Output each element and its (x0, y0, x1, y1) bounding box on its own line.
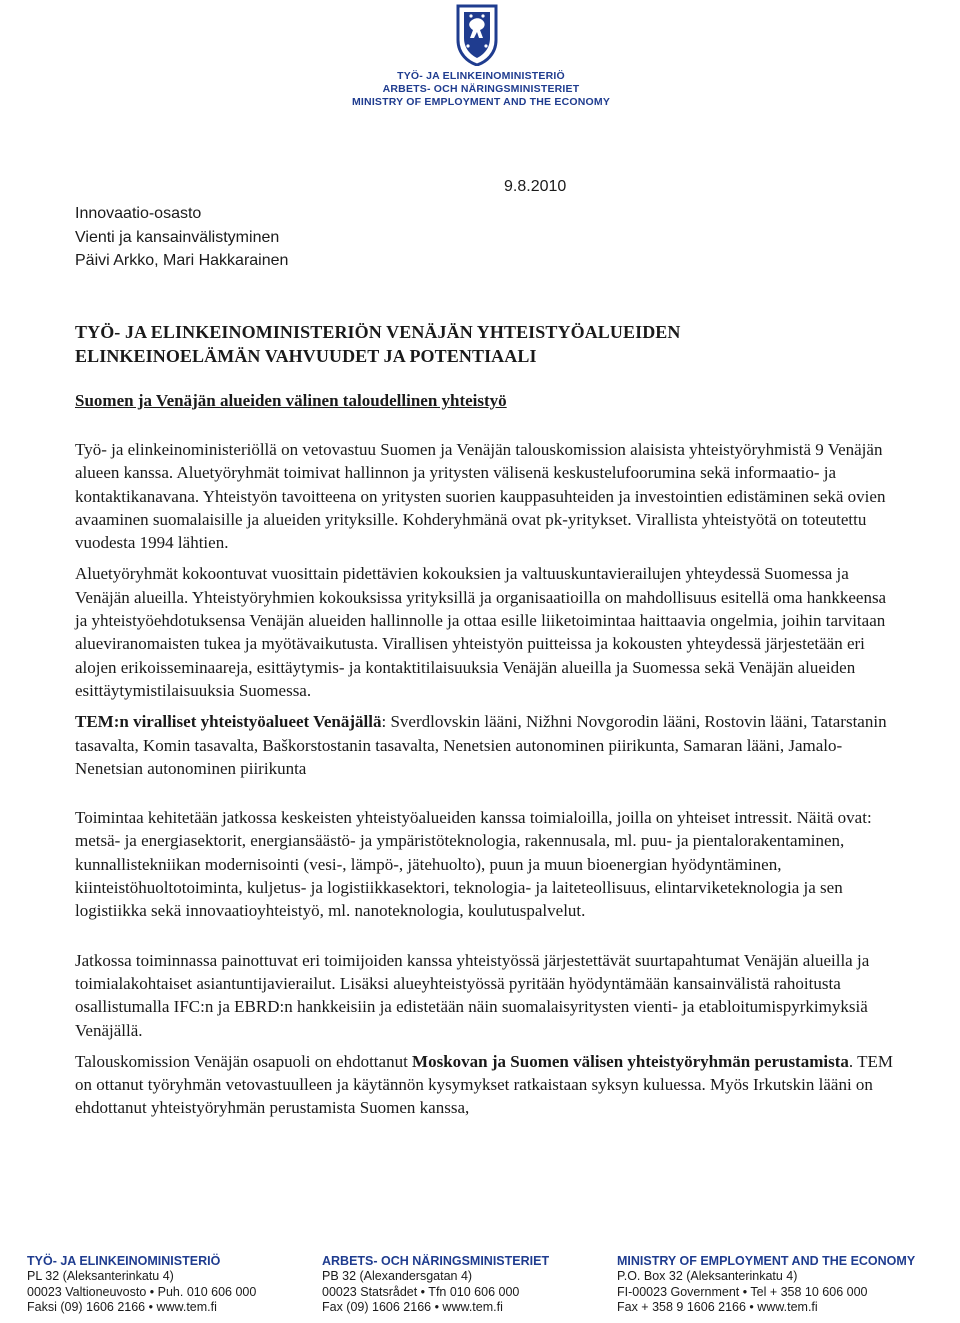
footer-phone-fi: 00023 Valtioneuvosto • Puh. 010 606 000 (27, 1284, 257, 1299)
paragraph-future: Jatkossa toiminnassa painottuvat eri toimijoiden kanssa yhteistyössä järjestettävät suurtapahtumat Venäjän alueilla ja toimialakohtaiset asiantuntijavierailut. Lisäksi alueyhteistyössä pyritään hyödyntämään kansainvälistä rahoitusta osallistumalla IFC:n ja EBRD:n hankkeisiin ja edistetään näin suomalaisyritysten vienti- ja etabloitumispyrkimyksiä Venäjällä. (75, 950, 870, 1040)
footer-fax-en: Fax + 358 9 1606 2166 • www.tem.fi (617, 1299, 818, 1314)
moscow-text-a: Talouskomission Venäjän osapuoli on ehdottanut (75, 1051, 413, 1071)
regions-heading: TEM:n viralliset yhteistyöalueet Venäjällä (75, 712, 382, 732)
spacer (75, 931, 895, 949)
title-line-1: TYÖ- JA ELINKEINOMINISTERIÖN VENÄJÄN YHTEISTYÖALUEIDEN (75, 322, 681, 342)
footer-fax-sv: Fax (09) 1606 2166 • www.tem.fi (322, 1299, 503, 1314)
moscow-highlight: Moskovan ja Suomen välisen yhteistyöryhmän perustamista (412, 1051, 849, 1071)
sender-unit: Vienti ja kansainvälistyminen (75, 228, 280, 246)
moscow-text-b: . TEM on ottanut työryhmän vetovastuulleen ja käytännön kysymykset ratkaistaan syksyn kuluessa. Myös Irkutskin lääni on ehdottanut yhteistyöryhmän perustamista Suomen kanssa, (75, 1051, 893, 1118)
lion-crest-icon (456, 4, 498, 66)
paragraph-meetings: Aluetyöryhmät kokoontuvat vuosittain pidettävien kokouksien ja valtuuskuntavierailujen yhteydessä Suomessa ja Venäjän alueilla. Yhteistyöryhmien kokouksissa yrityksillä ja organisaatioilla on mahdollisuus esitellä oma hankkeensa ja yhteistyöehdotuksensa Venäjän alueiden hallinnolle ja ottaa esille liiketoimintaa haittaavia ongelmia, joihin tarvitaan alueviranomaisten tukea ja myötävaikutusta. Virallisen yhteistyön puitteissa ja kokousten yhteydessä järjestetään eri alojen erikoisseminaareja, esittäytymis- ja kontaktitilaisuuksia Venäjän alueilla ja Suomessa sekä Venäjän alueiden esittäytymistilaisuuksia Suomessa. (75, 564, 887, 700)
regions-list: : Sverdlovskin lääni, Nižhni Novgorodin lääni, Rostovin lääni, Tatarstanin tasavalta, Komin tasavalta, Baškorstostanin tasavalta, Nenetsien autonominen piirikunta, Samaran lääni, Jamalo-Nenetsian autonominen piirikunta (75, 712, 887, 778)
sender-authors: Päivi Arkko, Mari Hakkarainen (75, 252, 289, 269)
footer-heading-en: MINISTRY OF EMPLOYMENT AND THE ECONOMY (617, 1254, 916, 1268)
document-title (75, 320, 895, 368)
paragraph-regions (75, 710, 895, 780)
footer-heading-sv: ARBETS- OCH NÄRINGSMINISTERIET (322, 1254, 550, 1268)
footer-column-fi (27, 1254, 256, 1315)
paragraph-sectors: Toimintaa kehitetään jatkossa keskeisten yhteistyöalueiden kanssa toimialoilla, joilla on yhteiset intressit. Näitä ovat: metsä- ja energiasektorit, energiansäästö- ja ympäristöteknologia, rakennusala, ml. puu- ja pientalorakentaminen, kunnallistekniikan modernisointi (vesi-, lämpö-, jätehuolto), puun ja muun bioenergian hyödyntäminen, kiinteistöhuoltotoiminta, kuljetus- ja logistiikkasektori, teknologia- ja laiteteollisuus, elintarviketeknologia ja sen logistiikka sekä innovaatioyhteistyö, ml. nanoteknologia, koulutuspalvelut. (75, 808, 872, 921)
footer-column-sv (322, 1254, 549, 1315)
paragraph-intro: Työ- ja elinkeinoministeriöllä on vetovastuu Suomen ja Venäjän talouskomission alaisista yhteistyöryhmistä 9 Venäjän alueen kanssa. Aluetyöryhmät toimivat hallinnon ja yritysten välisenä keskustelufoorumina sekä informaatio- ja kontaktikanavana. Yhteistyön tavoitteena on yritysten suorien kauppasuhteiden ja investointien edistäminen sekä ovien avaaminen suomalaisille ja alueiden yrityksille. Kohderyhmänä ovat pk-yritykset. Virallista yhteistyötä on toteutettu vuodesta 1994 lähtien. (75, 440, 886, 553)
title-line-2: ELINKEINOELÄMÄN VAHVUUDET JA POTENTIAALI (75, 346, 537, 366)
document-body (75, 438, 895, 1128)
footer-phone-sv: 00023 Statsrådet • Tfn 010 606 000 (322, 1284, 520, 1299)
footer-phone-en: FI-00023 Government • Tel + 358 10 606 000 (617, 1284, 868, 1299)
footer-heading-fi: TYÖ- JA ELINKEINOMINISTERIÖ (27, 1254, 221, 1268)
footer-fax-fi: Faksi (09) 1606 2166 • www.tem.fi (27, 1299, 217, 1314)
logo-line-fi: TYÖ- JA ELINKEINOMINISTERIÖ (397, 70, 565, 82)
footer-address-en: P.O. Box 32 (Aleksanterinkatu 4) (617, 1269, 798, 1284)
sender-department: Innovaatio-osasto (75, 205, 202, 222)
footer-column-en (617, 1254, 915, 1315)
footer-address-fi: PL 32 (Aleksanterinkatu 4) (27, 1269, 174, 1284)
ministry-logo (350, 4, 612, 108)
spacer (75, 788, 895, 806)
logo-line-sv: ARBETS- OCH NÄRINGSMINISTERIET (382, 83, 580, 95)
paragraph-moscow (75, 1050, 895, 1120)
document-date: 9.8.2010 (504, 178, 567, 195)
footer-address-sv: PB 32 (Alexandersgatan 4) (322, 1269, 473, 1284)
logo-line-en: MINISTRY OF EMPLOYMENT AND THE ECONOMY (351, 96, 611, 108)
sender-block (75, 202, 288, 273)
document-subtitle: Suomen ja Venäjän alueiden välinen taloudellinen yhteistyö (75, 391, 507, 410)
